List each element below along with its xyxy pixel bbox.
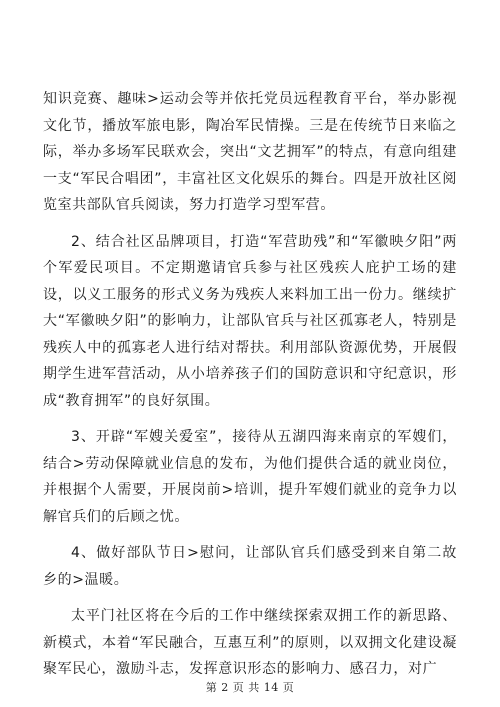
page-footer: 第 2 页 共 14 页 <box>205 681 295 694</box>
paragraph-conclusion: 太平门社区将在今后的工作中继续探索双拥工作的新思路、新模式，本着“军民融合，互惠互利”的原则，以双拥文化建设凝聚军民心，激励斗志，发挥意识形态的影响力、感召力，对广 <box>43 608 457 677</box>
paragraph-item-2: 2、结合社区品牌项目，打造“军营助残”和“军徽映夕阳”两个军爱民项目。不定期邀请官兵参与社区残疾人庇护工场的建设，以义工服务的形式义务为残疾人来料加工出一份力。继续扩大“军徽映夕阳”的影响力，让部队官兵与社区孤寡老人，特别是残疾人中的孤寡老人进行结对帮扶。利用部队资源优势，开展假期学生进军营活动，从小培养孩子们的国防意识和守纪意识，形成“教育拥军”的良好氛围。 <box>43 233 457 409</box>
paragraph-item-3: 3、开辟“军嫂关爱室”，接待从五湖四海来南京的军嫂们，结合>劳动保障就业信息的发布，为他们提供合适的就业岗位，并根据个人需要，开展岗前>培训，提升军嫂们就业的竞争力以解官兵们的后顾之忧。 <box>43 429 457 525</box>
paragraph-cultural-activities: 知识竞赛、趣味>运动会等并依托党员远程教育平台，举办影视文化节，播放军旅电影，陶冶军民情操。三是在传统节日来临之际，举办多场军民联欢会，突出“文艺拥军”的特点，有意向组建一支“军民合唱团”，丰富社区文化娱乐的舞台。四是开放社区阅览室共部队官兵阅读，努力打造学习型军营。 <box>43 91 457 213</box>
paragraph-item-4: 4、做好部队节日>慰问，让部队官兵们感受到来自第二故乡的>温暖。 <box>43 545 457 588</box>
document-body <box>43 86 457 693</box>
